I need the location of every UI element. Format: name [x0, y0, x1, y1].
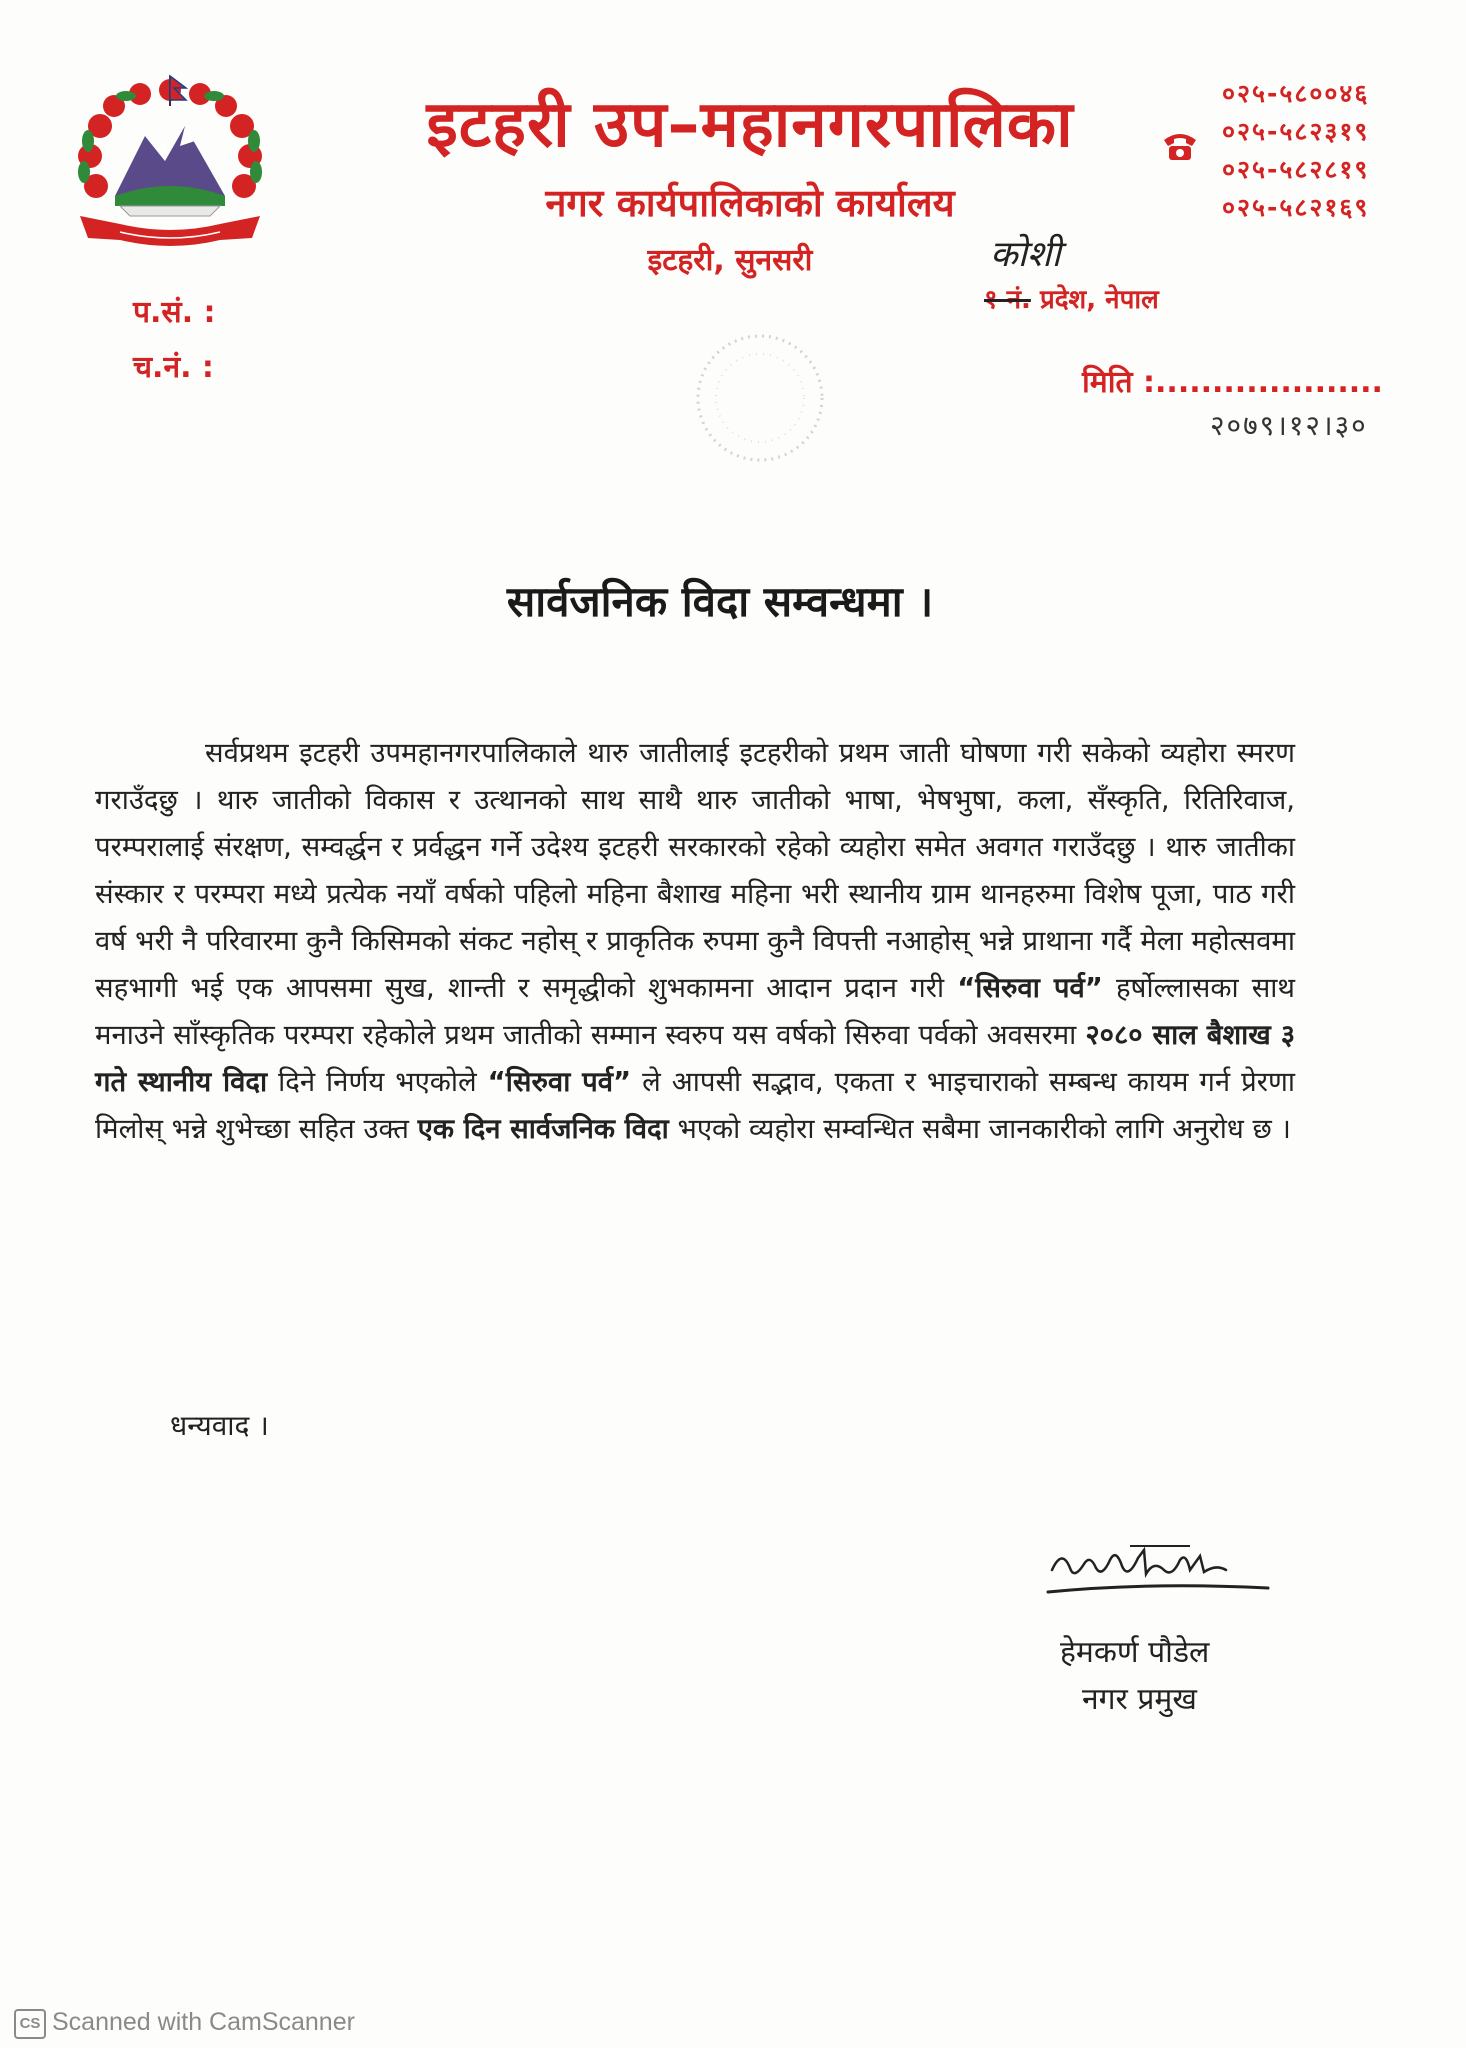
signer-name: हेमकर्ण पौडेल	[1060, 1635, 1210, 1670]
reference-number-label: प.सं. :	[133, 295, 216, 330]
dispatch-number-label: च.नं. :	[133, 350, 214, 385]
office-name: नगर कार्यपालिकाको कार्यालय	[545, 181, 955, 225]
province-crossed-out: १ नं.	[984, 285, 1031, 315]
province-handwritten-correction: कोशी	[990, 234, 1061, 275]
body-text-segment: ले आपसी सद्भाव, एकता र भाइचाराको सम्बन्ध कायम गर्न प्रेरणा मिलोस् भन्ने शुभेच्छा सहित उक्त	[95, 1066, 1296, 1145]
body-text-segment: हर्षोल्लासका साथ मनाउने साँस्कृतिक परम्परा रहेकोले प्रथम जातीको सम्मान स्वरुप यस वर्षको सिरुवा पर्वको अवसरमा	[95, 972, 1296, 1051]
body-bold-festival-name: “सिरुवा पर्व”	[957, 972, 1103, 1004]
province-text: प्रदेश, नेपाल	[1030, 285, 1159, 315]
phone-number: ०२५-५८००४६	[1222, 79, 1370, 108]
body-text-segment: दिने निर्णय भएकोले	[267, 1066, 488, 1098]
date-value: २०७९।१२।३०	[1210, 409, 1368, 442]
camscanner-logo-icon: CS	[14, 2009, 46, 2039]
body-bold-public-holiday: एक दिन सार्वजनिक विदा	[417, 1113, 669, 1145]
body-bold-holiday-date: २०८० साल बैशाख ३ गते स्थानीय विदा	[95, 1019, 1295, 1098]
handwritten-signature-icon	[1040, 1530, 1270, 1610]
body-text-segment: सर्वप्रथम इटहरी उपमहानगरपालिकाले थारु जातीलाई इटहरीको प्रथम जाती घोषणा गरी सकेको व्यहोरा स्मरण गराउँदछु । थारु जातीको विकास र उत्थानको साथ साथै थारु जातीको भाषा, भेषभुषा, कला, सँस्कृति, रितिरिवाज, परम्परालाई संरक्षण, सम्वर्द्धन र प्रर्वद्धन गर्ने उदेश्य इटहरी सरकारको रहेको व्यहोरा समेत अवगत गराउँदछु । थारु जातीका संस्कार र परम्परा मध्ये प्रत्येक नयाँ वर्षको पहिलो महिना बैशाख महिना भरी स्थानीय ग्राम थानहरुमा विशेष पूजा, पाठ गरी वर्ष भरी नै परिवारमा कुनै किसिमको संकट नहोस् र प्राकृतिक रुपमा कुनै विपत्ती नआहोस् भन्ने प्राथाना गर्दै मेला महोत्सवमा सहभागी भई एक आपसमा सुख, शान्ती र समृद्धीको शुभकामना आदान प्रदान गरी	[95, 737, 1296, 1004]
body-text-segment: भएको व्यहोरा सम्वन्धित सबैमा जानकारीको लागि अनुरोध छ ।	[668, 1113, 1291, 1145]
faded-stamp-icon	[670, 318, 850, 478]
phone-number: ०२५-५८२१६९	[1222, 193, 1370, 222]
body-bold-festival-name: “सिरुवा पर्व”	[487, 1066, 632, 1098]
municipal-emblem-icon	[60, 66, 280, 256]
organization-name: इटहरी उप–महानगरपालिका	[426, 88, 1074, 162]
closing-thanks: धन्यवाद ।	[170, 1409, 269, 1442]
scanner-watermark	[14, 2008, 355, 2039]
phone-number: ०२५-५८२३१९	[1222, 117, 1370, 146]
telephone-icon	[1160, 126, 1200, 164]
phone-number: ०२५-५८२८१९	[1222, 155, 1370, 184]
scanner-text: Scanned with CamScanner	[52, 2008, 355, 2036]
date-label: मिति :....................	[1082, 365, 1383, 400]
letter-subject: सार्वजनिक विदा सम्वन्धमा ।	[506, 577, 934, 626]
signer-title: नगर प्रमुख	[1082, 1682, 1197, 1717]
office-address: इटहरी, सुनसरी	[647, 243, 813, 278]
letter-body	[95, 730, 1295, 1153]
province-line	[984, 280, 1159, 316]
